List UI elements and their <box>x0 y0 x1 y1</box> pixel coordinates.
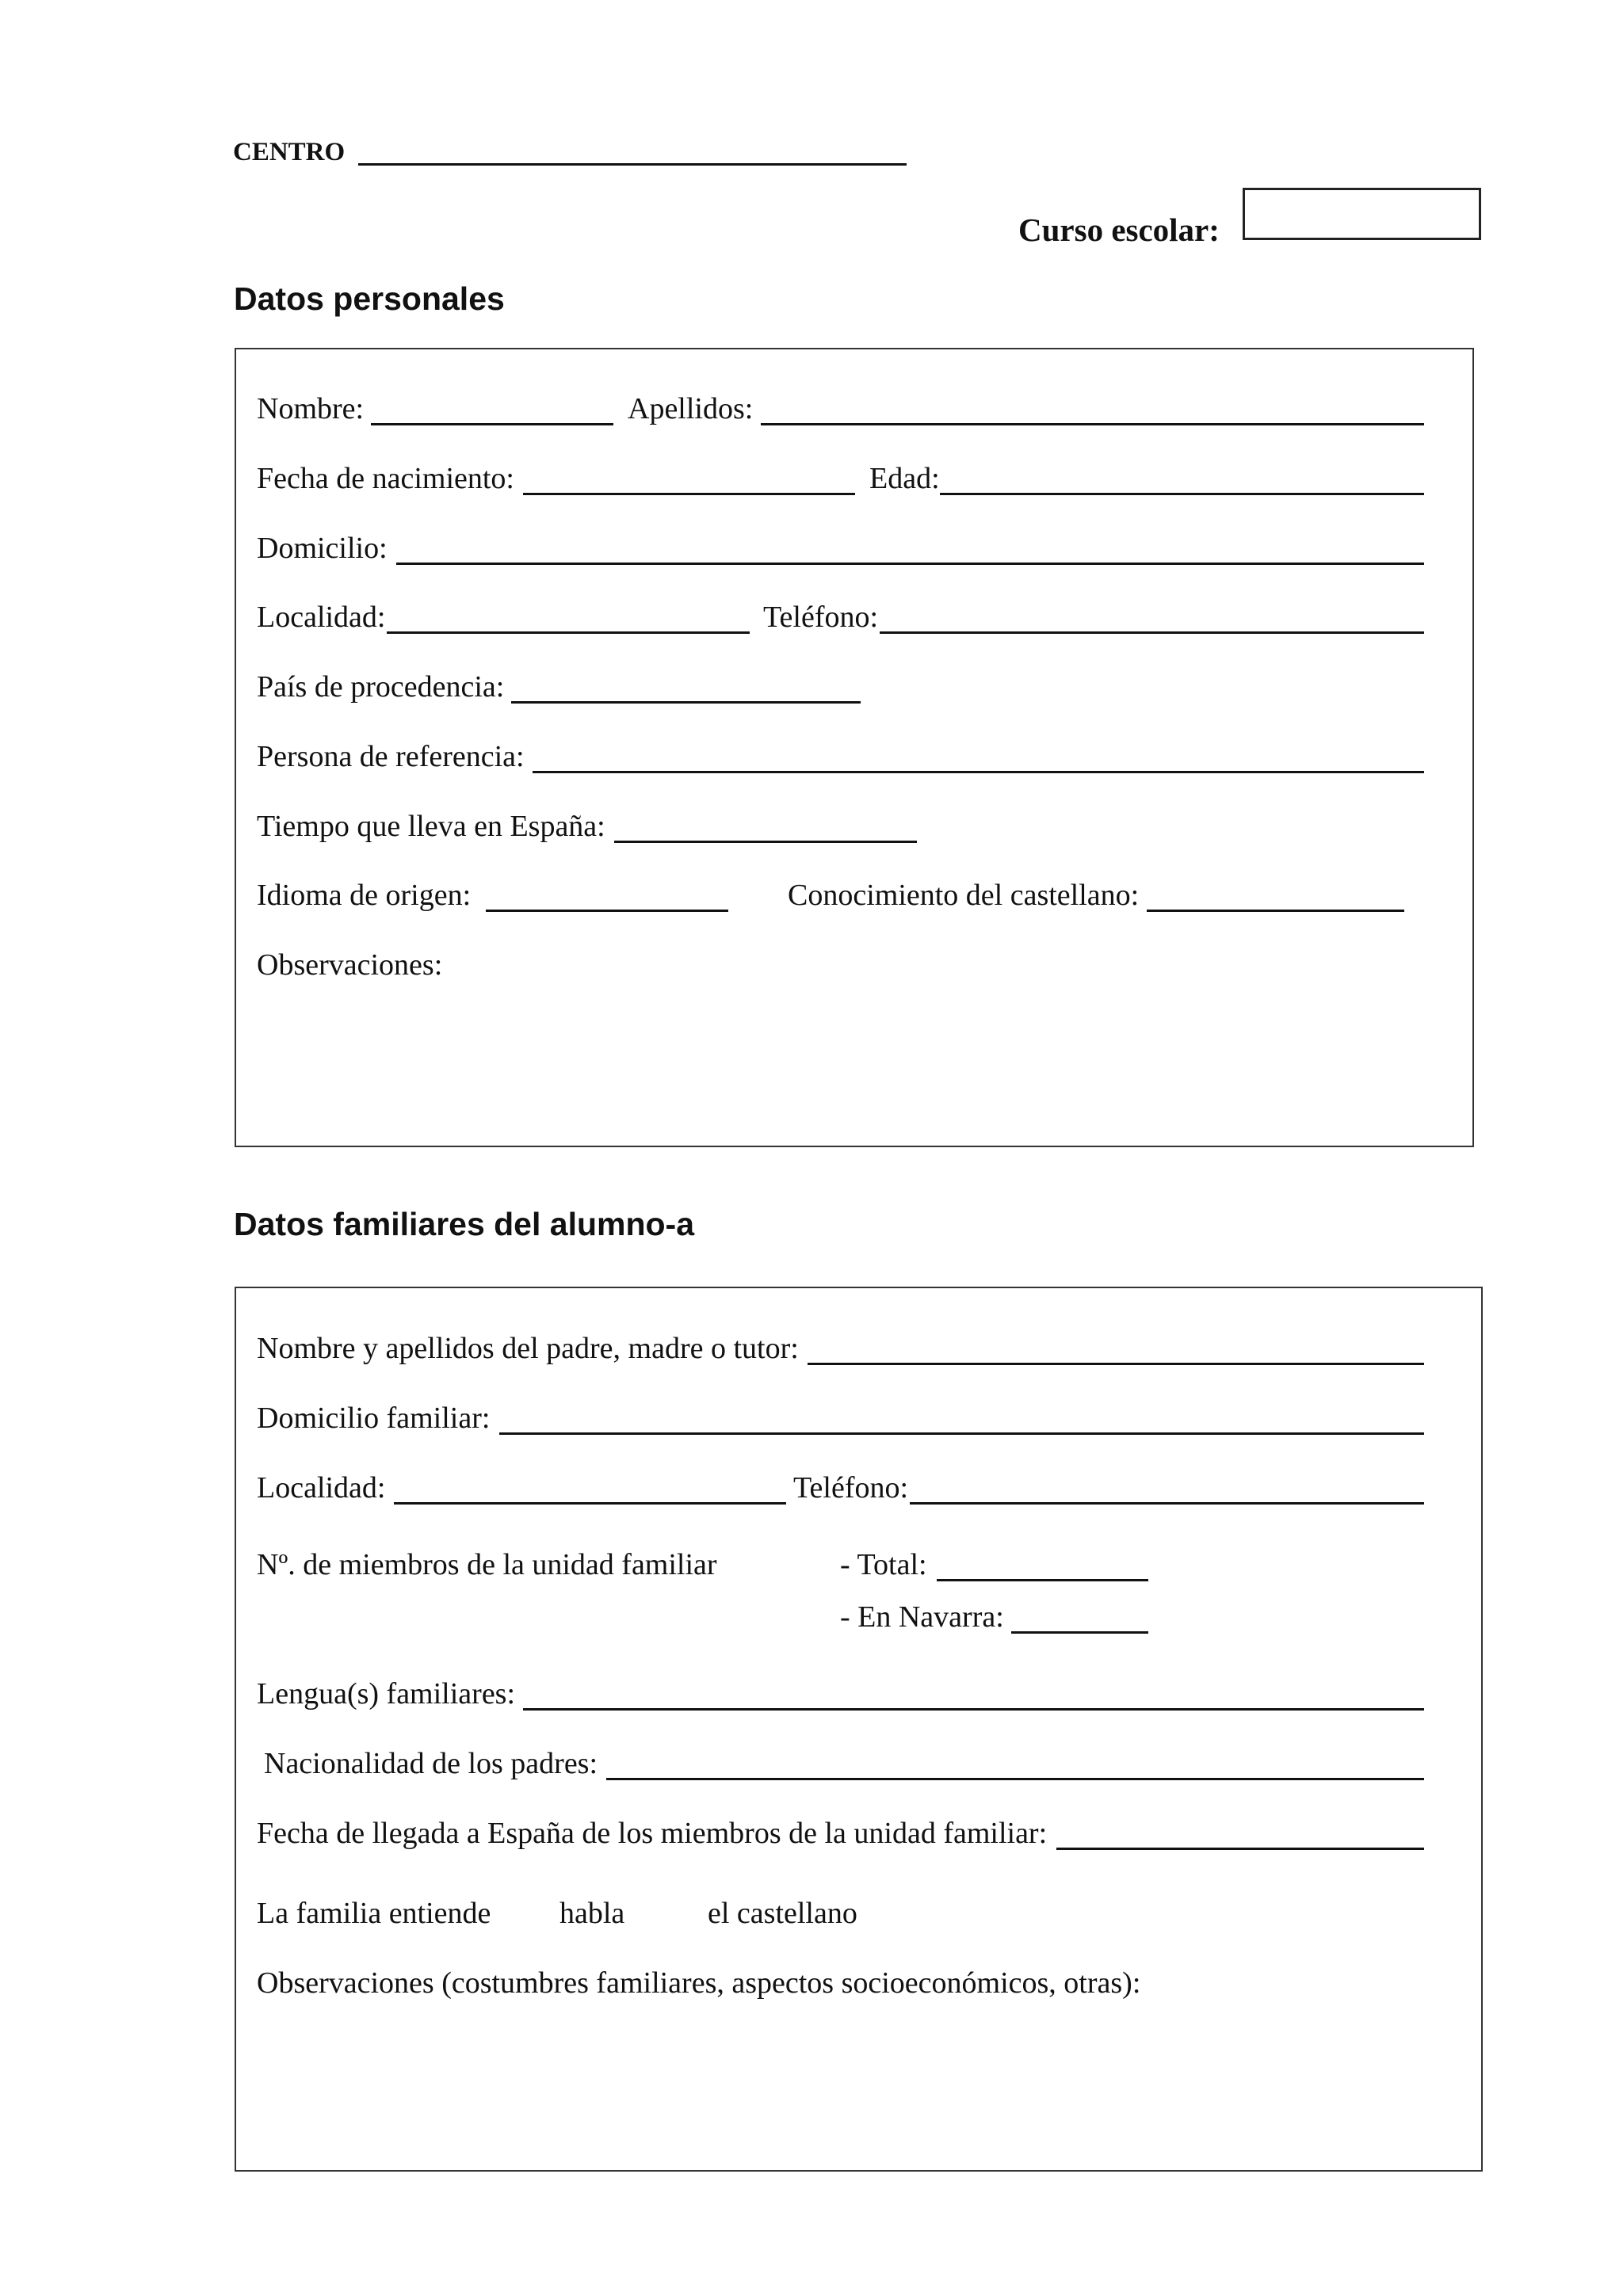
edad-label: Edad: <box>869 462 940 495</box>
nombre-label: Nombre: <box>257 392 365 425</box>
curso-escolar-label: Curso escolar: <box>1018 212 1220 248</box>
apellidos-field[interactable] <box>761 423 1424 425</box>
localidad-familiar-field[interactable] <box>394 1502 786 1505</box>
tiempo-espana-field[interactable] <box>614 841 917 843</box>
nacionalidad-padres-field[interactable] <box>606 1778 1424 1780</box>
lenguas-familiares-field[interactable] <box>523 1708 1424 1711</box>
observaciones-familiares-label: Observaciones (costumbres familiares, aspectos socioeconómicos, otras): <box>257 1966 1141 2000</box>
tiempo-espana-label: Tiempo que lleva en España: <box>257 810 605 843</box>
edad-field[interactable] <box>940 493 1424 495</box>
el-castellano-label: el castellano <box>708 1897 857 1930</box>
domicilio-familiar-label: Domicilio familiar: <box>257 1402 491 1435</box>
nacionalidad-padres-label: Nacionalidad de los padres: <box>264 1747 598 1780</box>
personal-section-title: Datos personales <box>234 280 505 317</box>
domicilio-field[interactable] <box>396 563 1424 565</box>
telefono-label: Teléfono: <box>763 601 879 634</box>
fecha-llegada-field[interactable] <box>1056 1848 1424 1850</box>
observaciones-area[interactable] <box>257 990 1445 1133</box>
familia-entiende-label: La familia entiende <box>257 1897 491 1930</box>
localidad-familiar-label: Localidad: <box>257 1471 386 1505</box>
pais-procedencia-label: País de procedencia: <box>257 670 505 704</box>
lenguas-familiares-label: Lengua(s) familiares: <box>257 1677 516 1711</box>
observaciones-familiares-area[interactable] <box>257 2012 1461 2155</box>
fecha-nacimiento-field[interactable] <box>523 493 855 495</box>
total-field[interactable] <box>937 1579 1148 1581</box>
domicilio-label: Domicilio: <box>257 532 388 565</box>
conocimiento-castellano-field[interactable] <box>1147 910 1404 912</box>
idioma-origen-label: Idioma de origen: <box>257 879 472 912</box>
habla-label: habla <box>559 1897 625 1930</box>
observaciones-label: Observaciones: <box>257 948 443 982</box>
curso-escolar-field[interactable] <box>1243 188 1481 240</box>
pais-procedencia-field[interactable] <box>511 701 861 704</box>
total-label: - Total: <box>840 1548 927 1581</box>
nombre-padre-field[interactable] <box>808 1363 1424 1365</box>
localidad-field[interactable] <box>387 631 750 634</box>
nombre-padre-label: Nombre y apellidos del padre, madre o tutor: <box>257 1332 799 1365</box>
nombre-field[interactable] <box>371 423 613 425</box>
family-section-title: Datos familiares del alumno-a <box>234 1206 695 1242</box>
domicilio-familiar-field[interactable] <box>499 1432 1424 1435</box>
fecha-llegada-label: Fecha de llegada a España de los miembros de la unidad familiar: <box>257 1817 1048 1850</box>
telefono-familiar-field[interactable] <box>910 1502 1424 1505</box>
en-navarra-label: - En Navarra: <box>840 1600 1004 1634</box>
telefono-familiar-label: Teléfono: <box>793 1471 909 1505</box>
idioma-origen-field[interactable] <box>486 910 728 912</box>
apellidos-label: Apellidos: <box>628 392 754 425</box>
conocimiento-castellano-label: Conocimiento del castellano: <box>788 879 1140 912</box>
centro-field[interactable] <box>358 163 907 166</box>
persona-referencia-label: Persona de referencia: <box>257 740 525 773</box>
miembros-label: Nº. de miembros de la unidad familiar <box>257 1548 717 1581</box>
en-navarra-field[interactable] <box>1011 1631 1148 1634</box>
fecha-nacimiento-label: Fecha de nacimiento: <box>257 462 514 495</box>
localidad-label: Localidad: <box>257 601 386 634</box>
telefono-field[interactable] <box>880 631 1424 634</box>
centro-label: CENTRO <box>233 138 346 166</box>
persona-referencia-field[interactable] <box>533 771 1424 773</box>
